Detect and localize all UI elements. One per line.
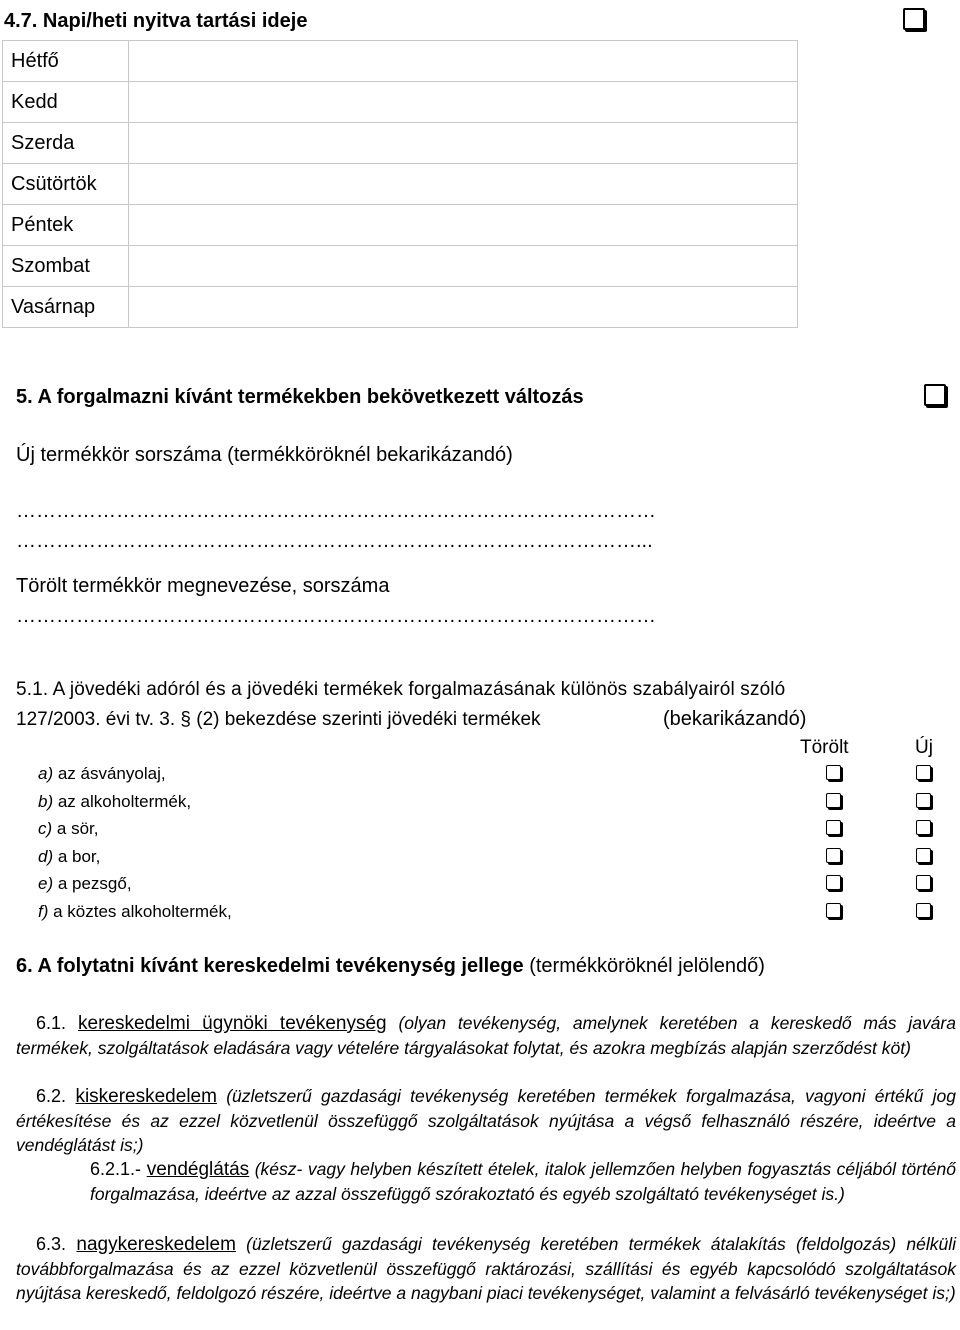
list-item	[38, 792, 191, 812]
section-6-title-bold: 6. A folytatni kívánt kereskedelmi tevékenység jellege	[16, 955, 524, 977]
activity-keyword: nagykereskedelem	[76, 1234, 236, 1255]
section-5-title: 5. A forgalmazni kívánt termékekben bekövetkezett változás	[16, 386, 584, 408]
day-label: Hétfő	[3, 41, 129, 82]
section-4-7-title: 4.7. Napi/heti nyitva tartási ideje	[4, 10, 308, 32]
hours-input[interactable]	[129, 164, 798, 205]
item-number: 6.2.1.-	[90, 1159, 147, 1179]
list-item	[38, 847, 100, 867]
table-row	[3, 164, 798, 205]
section-6-title	[16, 955, 765, 978]
paragraph-6-1	[16, 1011, 956, 1060]
deleted-checkbox[interactable]	[826, 793, 841, 808]
day-label: Szombat	[3, 246, 129, 287]
section-5-checkbox[interactable]	[924, 384, 946, 406]
item-text: a köztes alkoholtermék,	[48, 902, 232, 921]
day-label: Kedd	[3, 82, 129, 123]
item-letter: d)	[38, 847, 54, 866]
paragraph-6-2	[16, 1084, 956, 1157]
section-5-1-note: (bekarikázandó)	[663, 708, 807, 730]
hours-input[interactable]	[129, 246, 798, 287]
new-checkbox[interactable]	[916, 848, 931, 863]
new-checkbox[interactable]	[916, 765, 931, 780]
new-checkbox[interactable]	[916, 820, 931, 835]
item-text: a bor,	[53, 847, 101, 866]
paragraph-6-3	[16, 1232, 956, 1305]
list-item	[38, 764, 166, 784]
opening-hours-table	[2, 40, 798, 328]
item-letter: f)	[38, 902, 49, 921]
item-number: 6.2.	[36, 1086, 76, 1106]
list-item	[38, 874, 132, 894]
activity-description: (üzletszerű gazdasági tevékenység keretében termékek átalakítás (feldolgozás) nélküli továbbforgalmazása és az ezzel közvetlenül összefüggő raktározási, szállítási és egyéb kapcsolódó szolgáltatások nyújtása kereskedő, feldolgozó részére, ideértve a nagybani piaci tevékenységet, valamint a felvásárló tevékenységet is;)	[16, 1234, 957, 1303]
list-item	[38, 819, 98, 839]
deleted-checkbox[interactable]	[826, 765, 841, 780]
deleted-product-group-label: Törölt termékkör megnevezése, sorszáma	[16, 575, 390, 597]
hours-input[interactable]	[129, 82, 798, 123]
day-label: Csütörtök	[3, 164, 129, 205]
new-checkbox[interactable]	[916, 875, 931, 890]
item-text: az ásványolaj,	[53, 764, 166, 783]
list-item	[38, 902, 232, 922]
hours-input[interactable]	[129, 123, 798, 164]
item-number: 6.3.	[36, 1234, 77, 1254]
section-4-7-checkbox[interactable]	[903, 8, 925, 30]
deleted-checkbox[interactable]	[826, 875, 841, 890]
day-label: Szerda	[3, 123, 129, 164]
activity-keyword: kereskedelmi ügynöki tevékenység	[78, 1013, 387, 1034]
table-row	[3, 246, 798, 287]
column-header-new: Új	[915, 737, 933, 758]
section-6-title-note: (termékköröknél jelölendő)	[523, 955, 765, 977]
new-product-group-label: Új termékkör sorszáma (termékköröknél bekarikázandó)	[16, 444, 513, 466]
paragraph-6-2-1	[90, 1157, 956, 1206]
hours-input[interactable]	[129, 287, 798, 328]
dotted-fill-line[interactable]: …………………………………………………………………………………...	[16, 530, 653, 552]
table-row	[3, 287, 798, 328]
new-checkbox[interactable]	[916, 793, 931, 808]
activity-description: (kész- vagy helyben készített ételek, italok jellemzően helyben fogyasztás céljából történő forgalmazása, ideértve az azzal összefüggő szórakoztató és egyéb szolgáltató tevékenységet is.)	[90, 1159, 957, 1204]
item-text: az alkoholtermék,	[53, 792, 192, 811]
item-letter: e)	[38, 874, 54, 893]
section-5-1-line2: 127/2003. évi tv. 3. § (2) bekezdése szerinti jövedéki termékek	[16, 709, 541, 730]
activity-keyword: kiskereskedelem	[75, 1086, 217, 1107]
item-text: a sör,	[52, 819, 99, 838]
deleted-checkbox[interactable]	[826, 848, 841, 863]
item-number: 6.1.	[36, 1013, 78, 1033]
table-row	[3, 41, 798, 82]
deleted-checkbox[interactable]	[826, 903, 841, 918]
table-row	[3, 82, 798, 123]
item-letter: c)	[38, 819, 53, 838]
item-text: a pezsgő,	[53, 874, 132, 893]
day-label: Vasárnap	[3, 287, 129, 328]
item-letter: b)	[38, 792, 54, 811]
column-header-deleted: Törölt	[800, 737, 849, 758]
day-label: Péntek	[3, 205, 129, 246]
deleted-checkbox[interactable]	[826, 820, 841, 835]
dotted-fill-line[interactable]: ……………………………………………………………………………………	[16, 500, 656, 522]
hours-input[interactable]	[129, 205, 798, 246]
section-5-1-line1: 5.1. A jövedéki adóról és a jövedéki termékek forgalmazásának különös szabályairól szóló	[16, 679, 786, 700]
activity-keyword: vendéglátás	[146, 1159, 250, 1180]
item-letter: a)	[38, 764, 54, 783]
activity-description: (olyan tevékenység, amelynek keretében a kereskedő más javára termékek, szolgáltatások eladására vagy vételére tárgyalásokat folytat, és azokra megbízás alapján szerződést köt)	[16, 1013, 956, 1058]
activity-description: (üzletszerű gazdasági tevékenység keretében termékek forgalmazása, vagyoni értékű jog értékesítése és az ezzel közvetlenül összefüggő szolgáltatások nyújtása a végső felhasználó részére, ideértve a vendéglátást is;)	[16, 1086, 956, 1155]
table-row	[3, 205, 798, 246]
hours-input[interactable]	[129, 41, 798, 82]
dotted-fill-line[interactable]: ……………………………………………………………………………………	[16, 605, 656, 627]
new-checkbox[interactable]	[916, 903, 931, 918]
table-row	[3, 123, 798, 164]
